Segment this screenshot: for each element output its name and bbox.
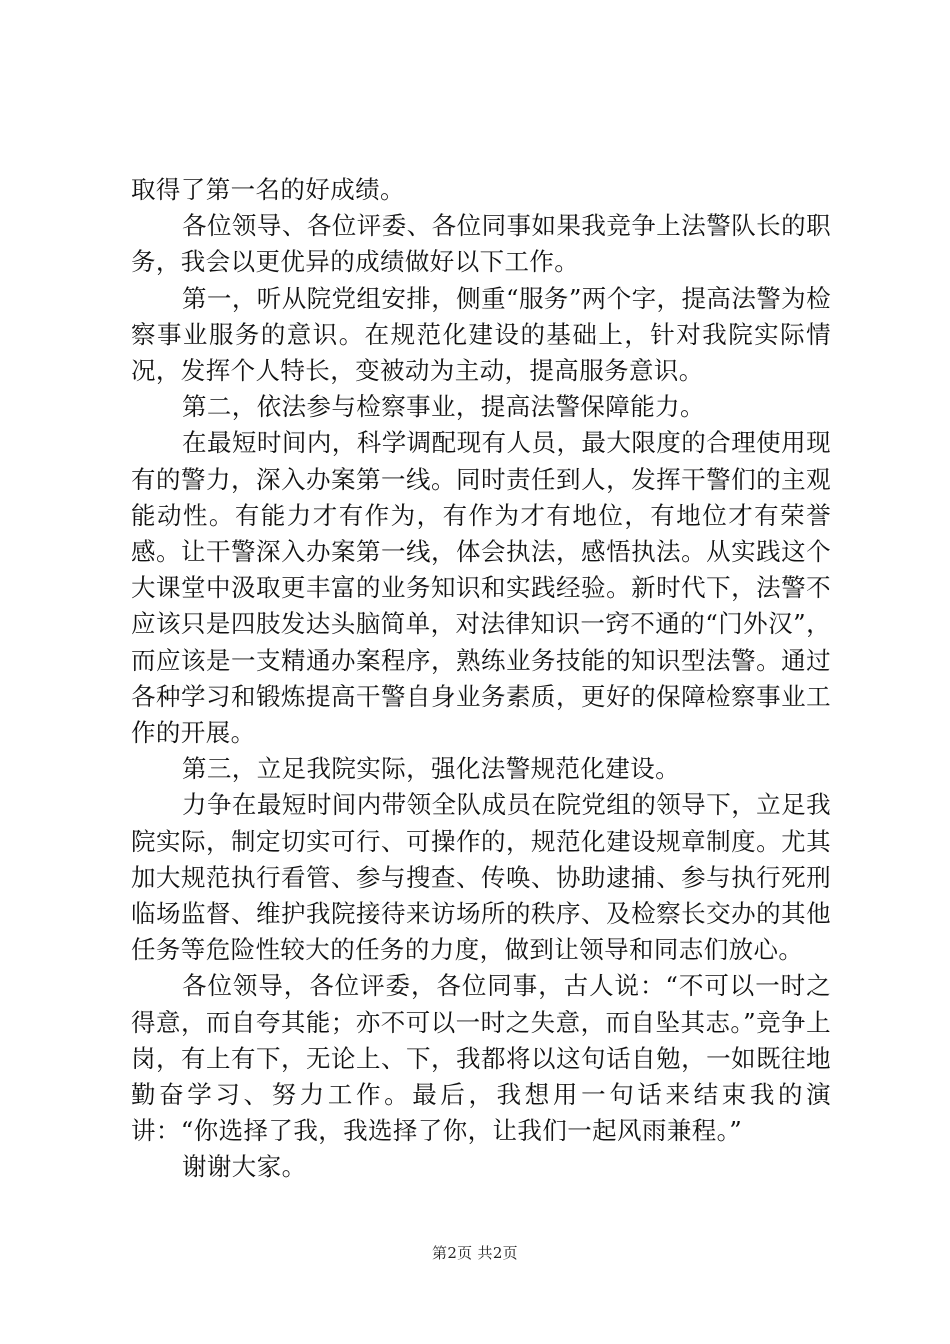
paragraph-1: 取得了第一名的好成绩。 [131,175,405,204]
page-footer [0,1243,950,1263]
paragraph-6: 第三，立足我院实际，强化法警规范化建设。 [182,754,680,784]
page-number-label: 第2页 共2页 [432,1244,518,1262]
paragraph-2: 各位领导、各位评委、各位同事如果我竞争上法警队长的职务，我会以更优异的成绩做好以下工作。 [131,211,831,277]
paragraph-4: 第二，依法参与检察事业，提高法警保障能力。 [182,392,705,422]
paragraph-9: 谢谢大家。 [182,1152,307,1182]
paragraph-7: 力争在最短时间内带领全队成员在院党组的领导下，立足我院实际，制定切实可行、可操作的，规范化建设规章制度。尤其加大规范执行看管、参与搜查、传唤、协助逮捕、参与执行死刑临场监督、维护我院接待来访场所的秩序、及检察长交办的其他任务等危险性较大的任务的力度，做到让领导和同志们放心。 [131,790,831,965]
document-body [131,172,831,1186]
paragraph-3: 第一，听从院党组安排，侧重“服务”两个字，提高法警为检察事业服务的意识。在规范化建设的基础上，针对我院实际情况，发挥个人特长，变被动为主动，提高服务意识。 [131,283,831,386]
paragraph-5: 在最短时间内，科学调配现有人员，最大限度的合理使用现有的警力，深入办案第一线。同时责任到人，发挥干警们的主观能动性。有能力才有作为，有作为才有地位，有地位才有荣誉感。让干警深入办案第一线，体会执法，感悟执法。从实践这个大课堂中汲取更丰富的业务知识和实践经验。新时代下，法警不应该只是四肢发达头脑简单，对法律知识一窍不通的“门外汉”，而应该是一支精通办案程序，熟练业务技能的知识型法警。通过各种学习和锻炼提高干警自身业务素质，更好的保障检察事业工作的开展。 [131,428,831,748]
paragraph-8: 各位领导，各位评委，各位同事，古人说：“不可以一时之得意，而自夸其能；亦不可以一时之失意，而自坠其志。”竞争上岗，有上有下，无论上、下，我都将以这句话自勉，一如既往地勤奋学习、努力工作。最后，我想用一句话来结束我的演讲：“你选择了我，我选择了你，让我们一起风雨兼程。” [131,971,831,1146]
